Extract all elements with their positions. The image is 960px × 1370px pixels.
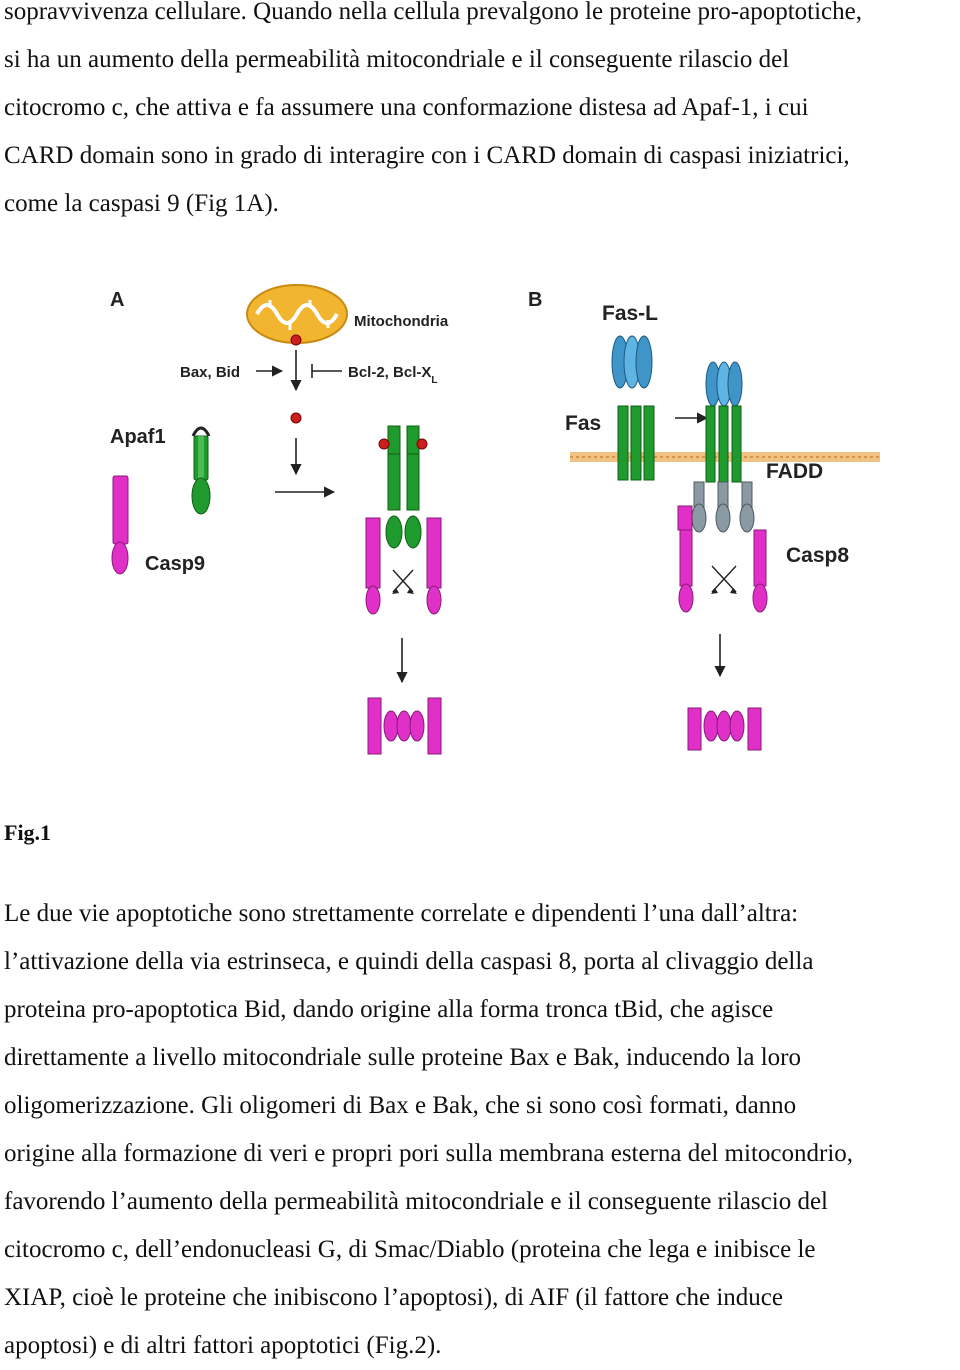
text-line: si ha un aumento della permeabilità mitocondriale e il conseguente rilascio del (4, 46, 790, 73)
apoptosome-icon (366, 426, 441, 614)
panel-a-letter: A (110, 289, 125, 311)
apaf1-label: Apaf1 (110, 426, 166, 448)
fadd-label: FADD (766, 460, 824, 483)
text-line: Le due vie apoptotiche sono strettamente correlate e dipendenti l’una dall’altra: (4, 900, 799, 927)
text-line: citocromo c, che attiva e fa assumere una conformazione distesa ad Apaf-1, i cui (4, 94, 809, 121)
casp9-label: Casp9 (145, 553, 206, 575)
bcl2-subscript: L (431, 375, 438, 386)
casp9-monomer (112, 476, 128, 574)
paragraph-bottom (4, 890, 956, 1370)
fas-receptor-icon (618, 406, 654, 480)
bcl2-main-text: Bcl-2, Bcl-X (348, 364, 432, 381)
text-line: proteina pro-apoptotica Bid, dando origine alla forma tronca tBid, che agisce (4, 996, 774, 1023)
active-casp9-dimer (368, 698, 441, 754)
text-line: l’attivazione della via estrinseca, e quindi della caspasi 8, porta al clivaggio della (4, 948, 814, 975)
bcl2-label (348, 364, 437, 386)
mitochondria-label: Mitochondria (354, 313, 449, 330)
dis-complex-icon (678, 362, 767, 612)
apaf1-monomer (192, 428, 210, 514)
text-line: favorendo l’aumento della permeabilità mitocondriale e il conseguente rilascio del (4, 1188, 828, 1215)
apoptosis-pathways-figure (100, 278, 890, 768)
mitochondrion-icon (247, 285, 347, 343)
text-line: citocromo c, dell’endonucleasi G, di Smac/Diablo (proteina che lega e inibisce le (4, 1236, 816, 1263)
text-line: direttamente a livello mitocondriale sulle proteine Bax e Bak, inducendo la loro (4, 1044, 801, 1071)
text-line: oligomerizzazione. Gli oligomeri di Bax e Bak, che si sono così formati, danno (4, 1092, 797, 1119)
fasl-label: Fas-L (602, 302, 659, 325)
active-casp8-dimer (688, 708, 761, 750)
text-line: sopravvivenza cellulare. Quando nella cellula prevalgono le proteine pro-apoptotiche, (4, 0, 862, 25)
cytochrome-c-dot (291, 413, 301, 423)
fas-ligand-trimer-icon (612, 336, 652, 388)
text-line: CARD domain sono in grado di interagire con i CARD domain di caspasi iniziatrici, (4, 142, 850, 169)
bax-bid-label: Bax, Bid (180, 364, 241, 381)
text-line: come la caspasi 9 (Fig 1A). (4, 190, 279, 217)
text-line: origine alla formazione di veri e propri pori sulla membrana esterna del mitocondrio, (4, 1140, 854, 1167)
panel-b-letter: B (528, 289, 543, 311)
casp8-label: Casp8 (786, 544, 850, 567)
figure-caption: Fig.1 (4, 820, 52, 845)
fas-label: Fas (565, 412, 602, 435)
paragraph-top (4, 0, 956, 228)
cytochrome-c-dot (291, 335, 301, 345)
text-line: apoptosi) e di altri fattori apoptotici (Fig.2). (4, 1332, 442, 1359)
text-line: XIAP, cioè le proteine che inibiscono l’apoptosi), di AIF (il fattore che induce (4, 1284, 783, 1311)
